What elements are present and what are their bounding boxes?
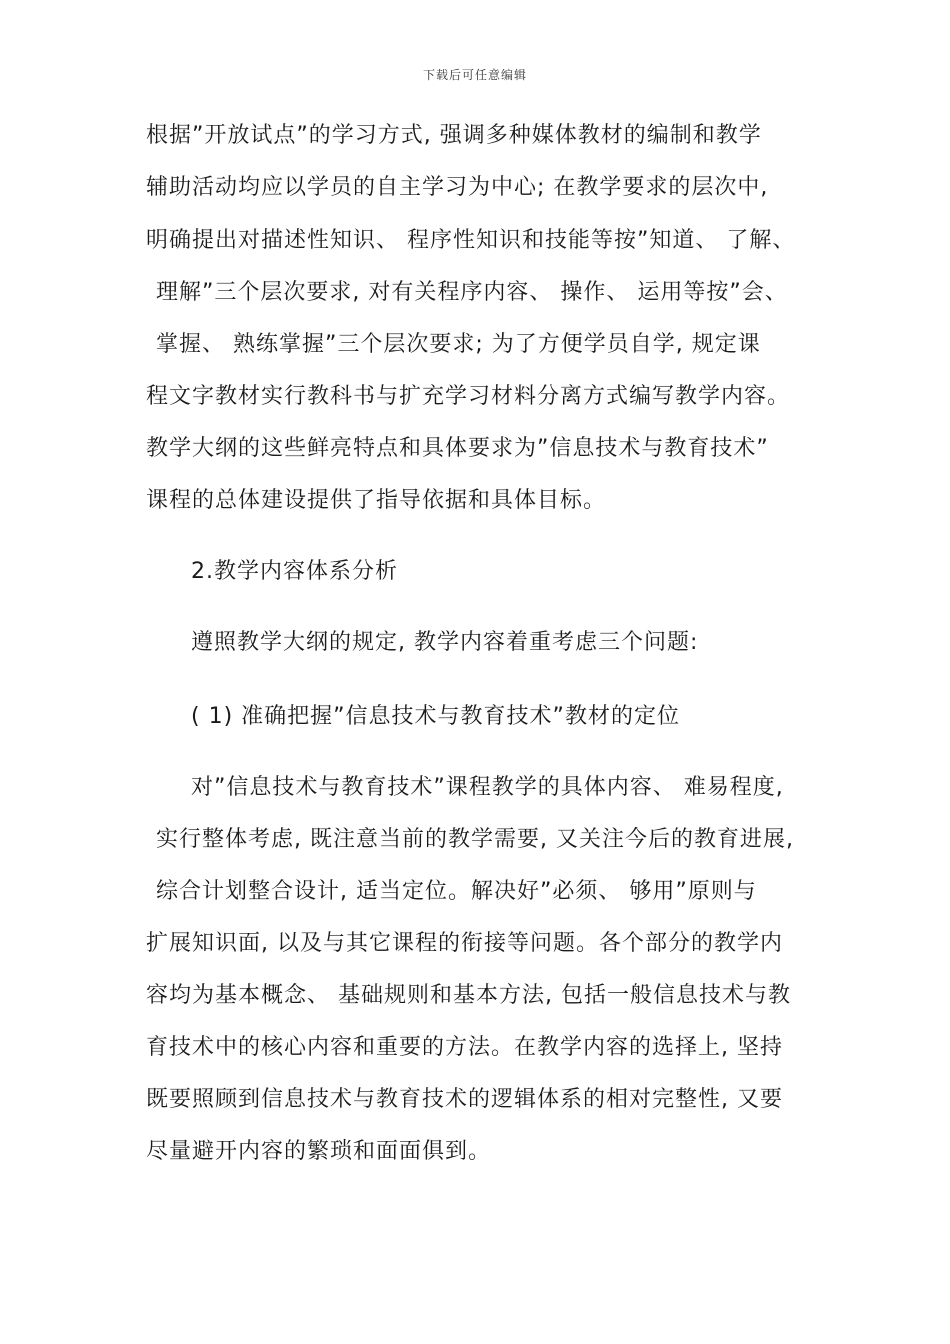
list-item-heading: ( 1) 准确把握”信息技术与教育技术”教材的定位 xyxy=(191,704,680,729)
paragraph-line: 课程的总体建设提供了指导依据和具体目标。 xyxy=(146,488,607,513)
paragraph-line: 扩展知识面, 以及与其它课程的衔接等问题。各个部分的教学内 xyxy=(146,931,783,956)
paragraph-line: 理解”三个层次要求, 对有关程序内容、 操作、 运用等按”会、 xyxy=(156,280,788,305)
paragraph-line: 对”信息技术与教育技术”课程教学的具体内容、 难易程度, xyxy=(191,775,784,800)
paragraph-line: 实行整体考虑, 既注意当前的教学需要, 又关注今后的教育进展, xyxy=(156,827,794,852)
paragraph-line: 既要照顾到信息技术与教育技术的逻辑体系的相对完整性, 又要 xyxy=(146,1087,783,1112)
section-heading: 2.教学内容体系分析 xyxy=(191,559,398,584)
section-intro: 遵照教学大纲的规定, 教学内容着重考虑三个问题: xyxy=(191,630,699,655)
paragraph-line: 尽量避开内容的繁琐和面面俱到。 xyxy=(146,1139,492,1164)
paragraph-line: 程文字教材实行教科书与扩充学习材料分离方式编写教学内容。 xyxy=(146,384,791,409)
paragraph-line: 容均为基本概念、 基础规则和基本方法, 包括一般信息技术与教 xyxy=(146,983,791,1008)
paragraph-line: 根据”开放试点”的学习方式, 强调多种媒体教材的编制和教学 xyxy=(146,123,762,148)
paragraph-line: 掌握、 熟练掌握”三个层次要求; 为了方便学员自学, 规定课 xyxy=(156,332,761,357)
paragraph-line: 综合计划整合设计, 适当定位。解决好”必须、 够用”原则与 xyxy=(156,879,757,904)
paragraph-line: 育技术中的核心内容和重要的方法。在教学内容的选择上, 坚持 xyxy=(146,1035,783,1060)
paragraph-line: 辅助活动均应以学员的自主学习为中心; 在教学要求的层次中, xyxy=(146,175,769,200)
page-header: 下载后可任意编辑 xyxy=(422,68,527,82)
paragraph-line: 教学大纲的这些鲜亮特点和具体要求为”信息技术与教育技术” xyxy=(146,436,769,461)
paragraph-line: 明确提出对描述性知识、 程序性知识和技能等按”知道、 了解、 xyxy=(146,228,796,253)
